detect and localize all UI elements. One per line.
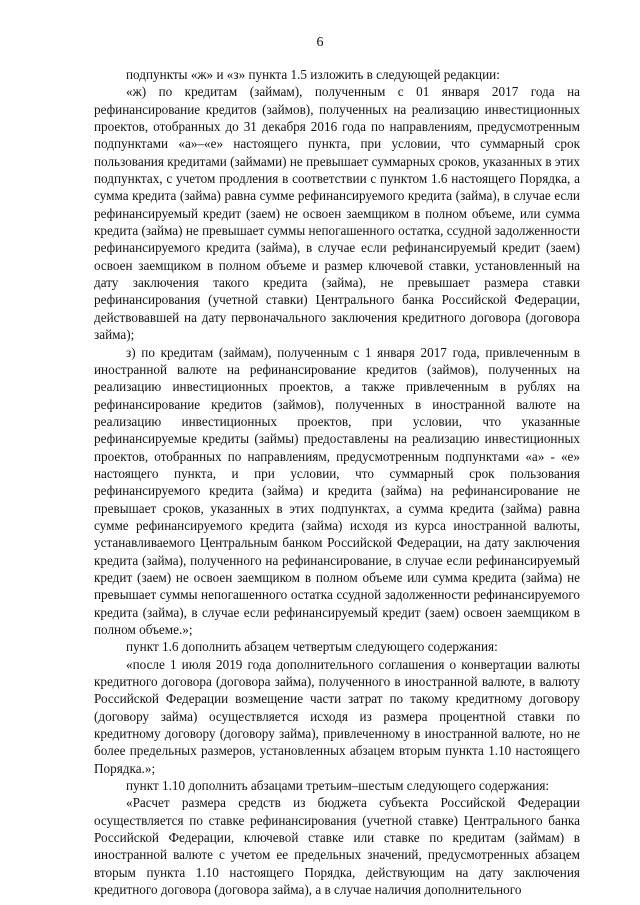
paragraph-subpoint-z: з) по кредитам (займам), полученным с 1 января 2017 года, привлеченным в иностранной валюте на рефинансирование кредитов (займов), полученных на реализацию инвестиционных проектов, а также привлеченным в рублях на рефинансирование кредитов (займов), полученных в иностранной валюте на реализацию инвестиционных проектов, при условии, что указанные рефинансируемые кредиты (займы) предоставлены на реализацию инвестиционных проектов, отобранных по направлениям, предусмотренным подпунктами «а» - «е» настоящего пункта, и при условии, что суммарный срок пользования рефинансируемого кредита (займа) и кредита (займа) на рефинансирование не превышает сроков, указанных в этих подпунктах, а сумма кредита (займа) равна сумме рефинансируемого кредита (займа) исходя из курса иностранной валюты, устанавливаемого Центральным банком Российской Федерации, на дату заключения кредита (займа), полученного на рефинансирование, в случае если рефинансируемый кредит (заем) не освоен заемщиком в полном объеме или сумма кредита (займа) не превышает суммы непогашенного остатка ссудной задолженности рефинансируемого кредита (займа), в случае если рефинансируемый кредит (заем) освоен заемщиком в полном объеме.»; bbox=[94, 344, 580, 637]
paragraph-intro-subpoints: подпункты «ж» и «з» пункта 1.5 изложить в следующей редакции: bbox=[126, 67, 500, 82]
paragraph-intro-point-1-6: пункт 1.6 дополнить абзацем четвертым следующего содержания: bbox=[126, 639, 498, 655]
paragraph-subpoint-zh: «ж) по кредитам (займам), полученным с 01 января 2017 года на рефинансирование кредитов (займов), полученных на реализацию инвестиционных проектов, отобранных до 31 декабря 2016 года по направлениям, предусмотренным подпунктами «а»–«е» настоящего пункта, при условии, что суммарный срок пользования кредитами (займами) не превышает суммарных сроков, указанных в этих подпунктах, с учетом продления в соответствии с пунктом 1.6 настоящего Порядка, а сумма кредита (займа) равна сумме рефинансируемого кредита (займа), в случае если рефинансируемый кредит (заем) не освоен заемщиком в полном объеме, или сумма кредита (займа) не превышает суммы непогашенного остатка, ссудной задолженности рефинансируемого кредита (займа), в случае если рефинансируемый кредит (заем) освоен заемщиком в полном объеме и размер ключевой ставки, установленный на дату заключения такого кредита (займа), не превышает размера ставки рефинансирования (учетной ставки) Центрального банка Российской Федерации, действовавшей на дату первоначального заключения кредитного договора (договора займа); bbox=[94, 84, 580, 343]
page-number: 6 bbox=[316, 35, 324, 50]
paragraph-point-1-10-addition: «Расчет размера средств из бюджета субъекта Российской Федерации осуществляется по ставке рефинансирования (учетной ставке) Центрального банка Российской Федерации, ключевой ставке или ставке по кредитам (займам) в иностранной валюте с учетом ее предельных значений, предусмотренных абзацем вторым пункта 1.10 настоящего Порядка, действующим на дату заключения кредитного договора (договора займа), а в случае наличия дополнительного bbox=[94, 795, 580, 898]
document-body bbox=[94, 66, 580, 899]
paragraph-intro-point-1-10: пункт 1.10 дополнить абзацами третьим–шестым следующего содержания: bbox=[126, 778, 550, 794]
paragraph-point-1-6-addition: «после 1 июля 2019 года дополнительного соглашения о конвертации валюты кредитного договора (договора займа), полученного в иностранной валюте, в валюту Российской Федерации возмещение части затрат по такому кредитному договору (договору займа) осуществляется исходя из размера процентной ставки по кредитному договору (договору займа), привлеченному в иностранной валюте, но не более предельных размеров, установленных абзацем вторым пункта 1.10 настоящего Порядка.»; bbox=[94, 656, 580, 776]
